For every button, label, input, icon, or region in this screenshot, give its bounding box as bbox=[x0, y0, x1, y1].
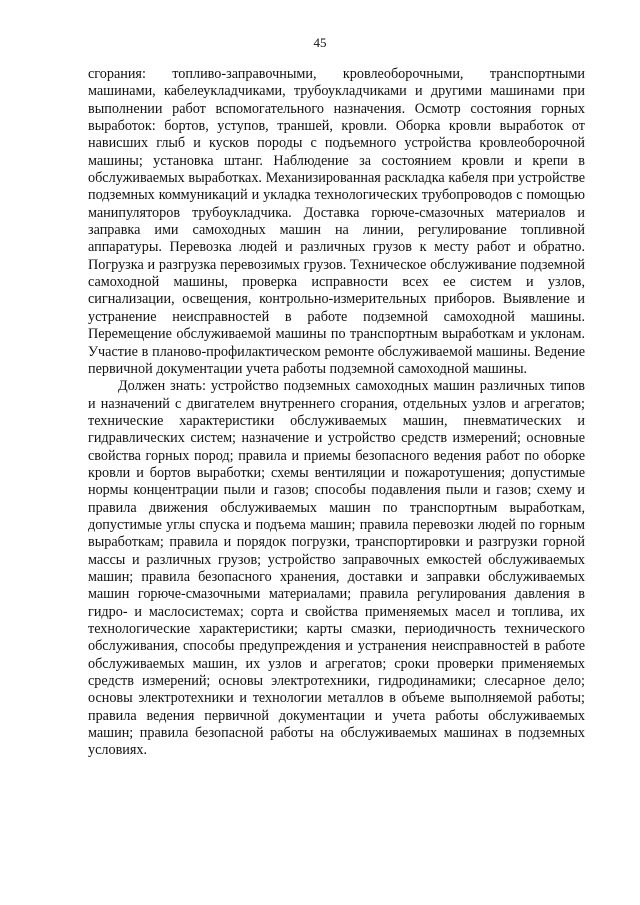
page-number: 45 bbox=[313, 35, 327, 50]
paragraph-must-know: Должен знать: устройство подземных самоходных машин различных типов и назначений с двигателем внутреннего сгорания, отдельных узлов и агрегатов; технические характеристики обслуживаемых машин, пневматических и гидравлических систем; назначение и устройство средств измерений; основные свойства горных пород; правила и приемы безопасного ведения работ по оборке кровли и бортов выработки; схемы вентиляции и пожаротушения; допустимые нормы концентрации пыли и газов; способы подавления пыли и газов; схему и правила движения обслуживаемых машин по транспортным выработкам, допустимые углы спуска и подъема машин; правила перевозки людей по горным выработкам; правила и порядок погрузки, транспортировки и разгрузки горной массы и различных грузов; устройство заправочных емкостей обслуживаемых машин; правила безопасного хранения, доставки и заправки обслуживаемых машин горюче-смазочными материалами; правила регулирования давления в гидро- и маслосистемах; сорта и свойства применяемых масел и топлива, их технологические характеристики; карты смазки, периодичность технического обслуживания, способы предупреждения и устранения неисправностей в работе обслуживаемых машин, их узлов и агрегатов; сроки проверки применяемых средств измерений; основы электротехники, гидродинамики; слесарное дело; основы электротехники и технологии металлов в объеме выполняемой работы; правила ведения первичной документации и учета работы обслуживаемых машин; правила безопасной работы на обслуживаемых машинах в подземных условиях. bbox=[88, 378, 585, 759]
paragraph-work-duties-continuation: сгорания: топливо-заправочными, кровлеоборочными, транспортными машинами, кабелеукладчиками, трубоукладчиками и другими машинами при выполнении работ вспомогательного назначения. Осмотр состояния горных выработок: бортов, уступов, траншей, кровли. Оборка кровли выработок от нависших глыб и кусков породы с подъемного устройства кровлеоборочной машины; установка штанг. Наблюдение за состоянием кровли и крепи в обслуживаемых выработках. Механизированная раскладка кабеля при устройстве подземных коммуникаций и укладка технологических трубопроводов с помощью манипуляторов трубоукладчика. Доставка горюче-смазочных материалов и заправка ими самоходных машин на линии, регулирование топливной аппаратуры. Перевозка людей и различных грузов к месту работ и обратно. Погрузка и разгрузка перевозимых грузов. Техническое обслуживание подземной самоходной машины, проверка исправности всех ее систем и узлов, сигнализации, освещения, контрольно-измерительных приборов. Выявление и устранение неисправностей в работе подземной самоходной машины. Перемещение обслуживаемой машины по транспортным выработкам и уклонам. Участие в планово-профилактическом ремонте обслуживаемой машины. Ведение первичной документации учета работы подземной самоходной машины. bbox=[88, 66, 585, 377]
document-body bbox=[88, 66, 585, 760]
